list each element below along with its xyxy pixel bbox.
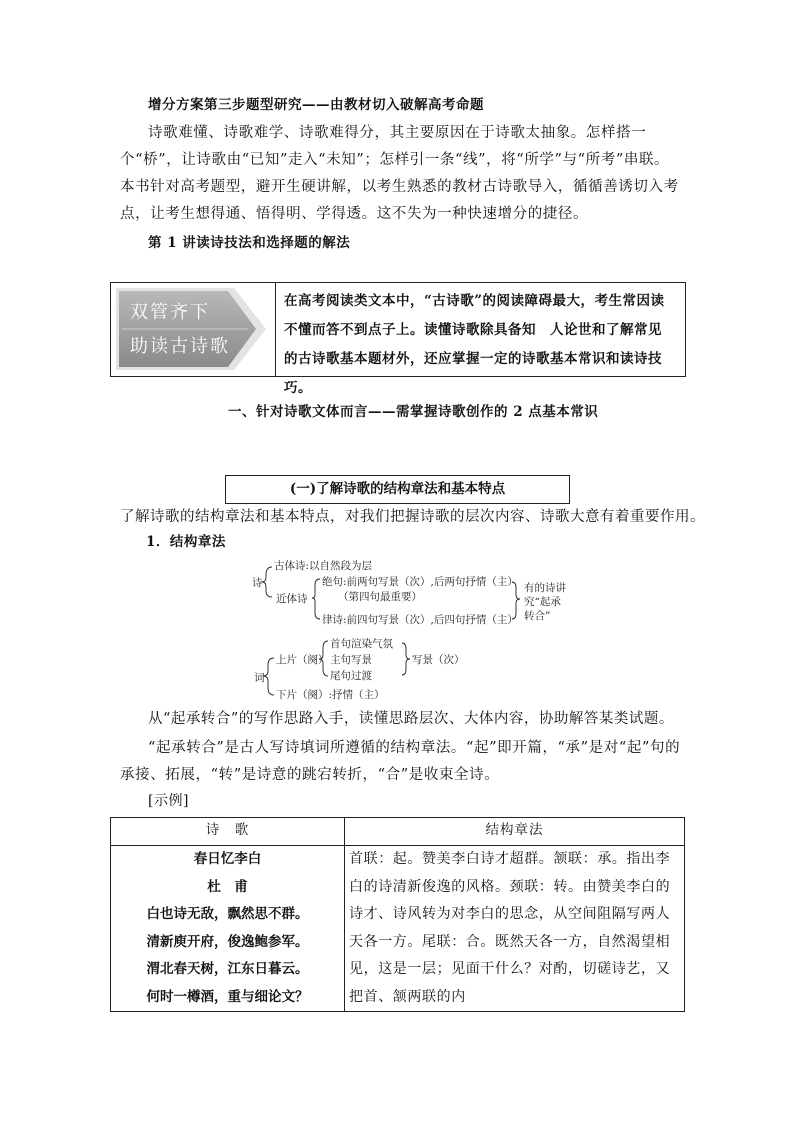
example-table	[110, 817, 685, 1012]
analysis-text: 首联：起。赞美李白诗才超群。颔联：承。指出李白的诗清新俊逸的风格。颈联：转。由赞美李白的诗才、诗风转为对李白的思念，从空间阻隔写两人天各一方。尾联：合。既然天各一方，自然渴望相见，这是一层；见面干什么？对酌，切磋诗艺，又把首、颔两联的内	[349, 851, 671, 1005]
page-title: 增分方案第三步题型研究——由教材切入破解高考命题	[148, 97, 484, 113]
poem-line: 渭北春天树，江东日暮云。	[146, 961, 309, 977]
intro-box-text: 在高考阅读类文本中，“古诗歌”的阅读障碍最大，考生常因读不懂而答不到点子上。读懂诗歌除具备知 人论世和了解常见的古诗歌基本题材外，还应掌握一定的诗歌基本常识和读诗技巧。	[275, 283, 683, 376]
diagram-gutishi: 古体诗:以自然段为层	[274, 560, 373, 572]
table-row	[111, 846, 685, 1012]
jintishi-brace	[312, 579, 320, 619]
analysis-cell	[345, 846, 685, 1012]
diagram-xiejing: 写景（次）	[412, 654, 465, 666]
diagram-side-note-1: 有的诗讲	[524, 582, 566, 594]
poem-line: 杜 甫	[207, 878, 248, 895]
intro-paragraph: 诗歌难懂、诗歌难学、诗歌难得分，其主要原因在于诗歌太抽象。怎样搭一个“桥”，让诗歌由“已知”走入“未知”；怎样引一条“线”，将“所学”与“所考”串联。本书针对高考题型，避开生硬讲解，以考生熟悉的教材古诗歌导入，循循善诱切入考点，让考生想得通、悟得明、学得透。这不失为一种快速增分的捷径。	[120, 125, 679, 222]
table-header-structure: 结构章法	[345, 818, 685, 846]
banner-line-2: 助读古诗歌	[130, 336, 230, 357]
diagram-side-note-2: 究“起承	[524, 596, 561, 608]
poem-line: 春日忆李白	[193, 851, 262, 867]
sub-intro: 了解诗歌的结构章法和基本特点，对我们把握诗歌的层次内容、诗歌大意有着重要作用。	[120, 509, 705, 525]
table-header-poem: 诗 歌	[111, 818, 345, 846]
lesson-title: 第 1 讲读诗技法和选择题的解法	[148, 235, 351, 251]
point-1-title: 1．结构章法	[146, 534, 226, 550]
body-paragraph-1: 从“起承转合”的写作思路入手，读懂思路层次、大体内容，协助解答某类试题。	[148, 711, 674, 727]
intro-box	[110, 282, 686, 396]
diagram-zhuju: 主句写景	[330, 654, 372, 666]
diagram-shouju: 首句渲染气氛	[330, 638, 393, 650]
sub-heading-box: (一)了解诗歌的结构章法和基本特点	[225, 475, 570, 504]
diagram-ci: 词	[254, 672, 265, 684]
shi-brace	[262, 567, 272, 597]
example-label: [示例]	[148, 793, 189, 809]
poem-line: 何时一樽酒，重与细论文？	[146, 988, 309, 1005]
diagram-lvshi: 律诗:前四句写景（次）,后四句抒情（主）	[322, 614, 518, 626]
diagram-xiapian: 下片（阕）:抒情（主）	[276, 689, 385, 701]
diagram-jintishi: 近体诗	[276, 593, 308, 605]
poem-line: 白也诗无敌，飘然思不群。	[146, 906, 309, 922]
diagram-shangpian: 上片（阕）	[276, 654, 329, 666]
ci-brace	[263, 658, 274, 695]
structure-diagram	[250, 555, 630, 705]
banner	[116, 288, 266, 370]
banner-line-1: 双管齐下	[130, 302, 210, 323]
xiejing-brace	[402, 643, 410, 675]
diagram-shi: 诗	[252, 577, 263, 589]
table-header-row	[111, 818, 685, 846]
diagram-jueju-note: （第四句最重要）	[338, 591, 422, 603]
poem-line: 清新庾开府，俊逸鲍参军。	[146, 933, 309, 950]
section-heading: 一、针对诗歌文体而言——需掌握诗歌创作的 2 点基本常识	[228, 404, 599, 420]
diagram-jueju: 绝句:前两句写景（次）,后两句抒情（主）	[322, 576, 518, 588]
body-paragraph-2: “起承转合”是古人写诗填词所遵循的结构章法。“起”即开篇，“承”是对“起”句的承接、拓展，“转”是诗意的跳宕转折，“合”是收束全诗。	[120, 740, 681, 783]
diagram-weiju: 尾句过渡	[330, 670, 372, 682]
diagram-side-note-3: 转合”	[524, 610, 551, 622]
poem-cell	[111, 846, 345, 1012]
